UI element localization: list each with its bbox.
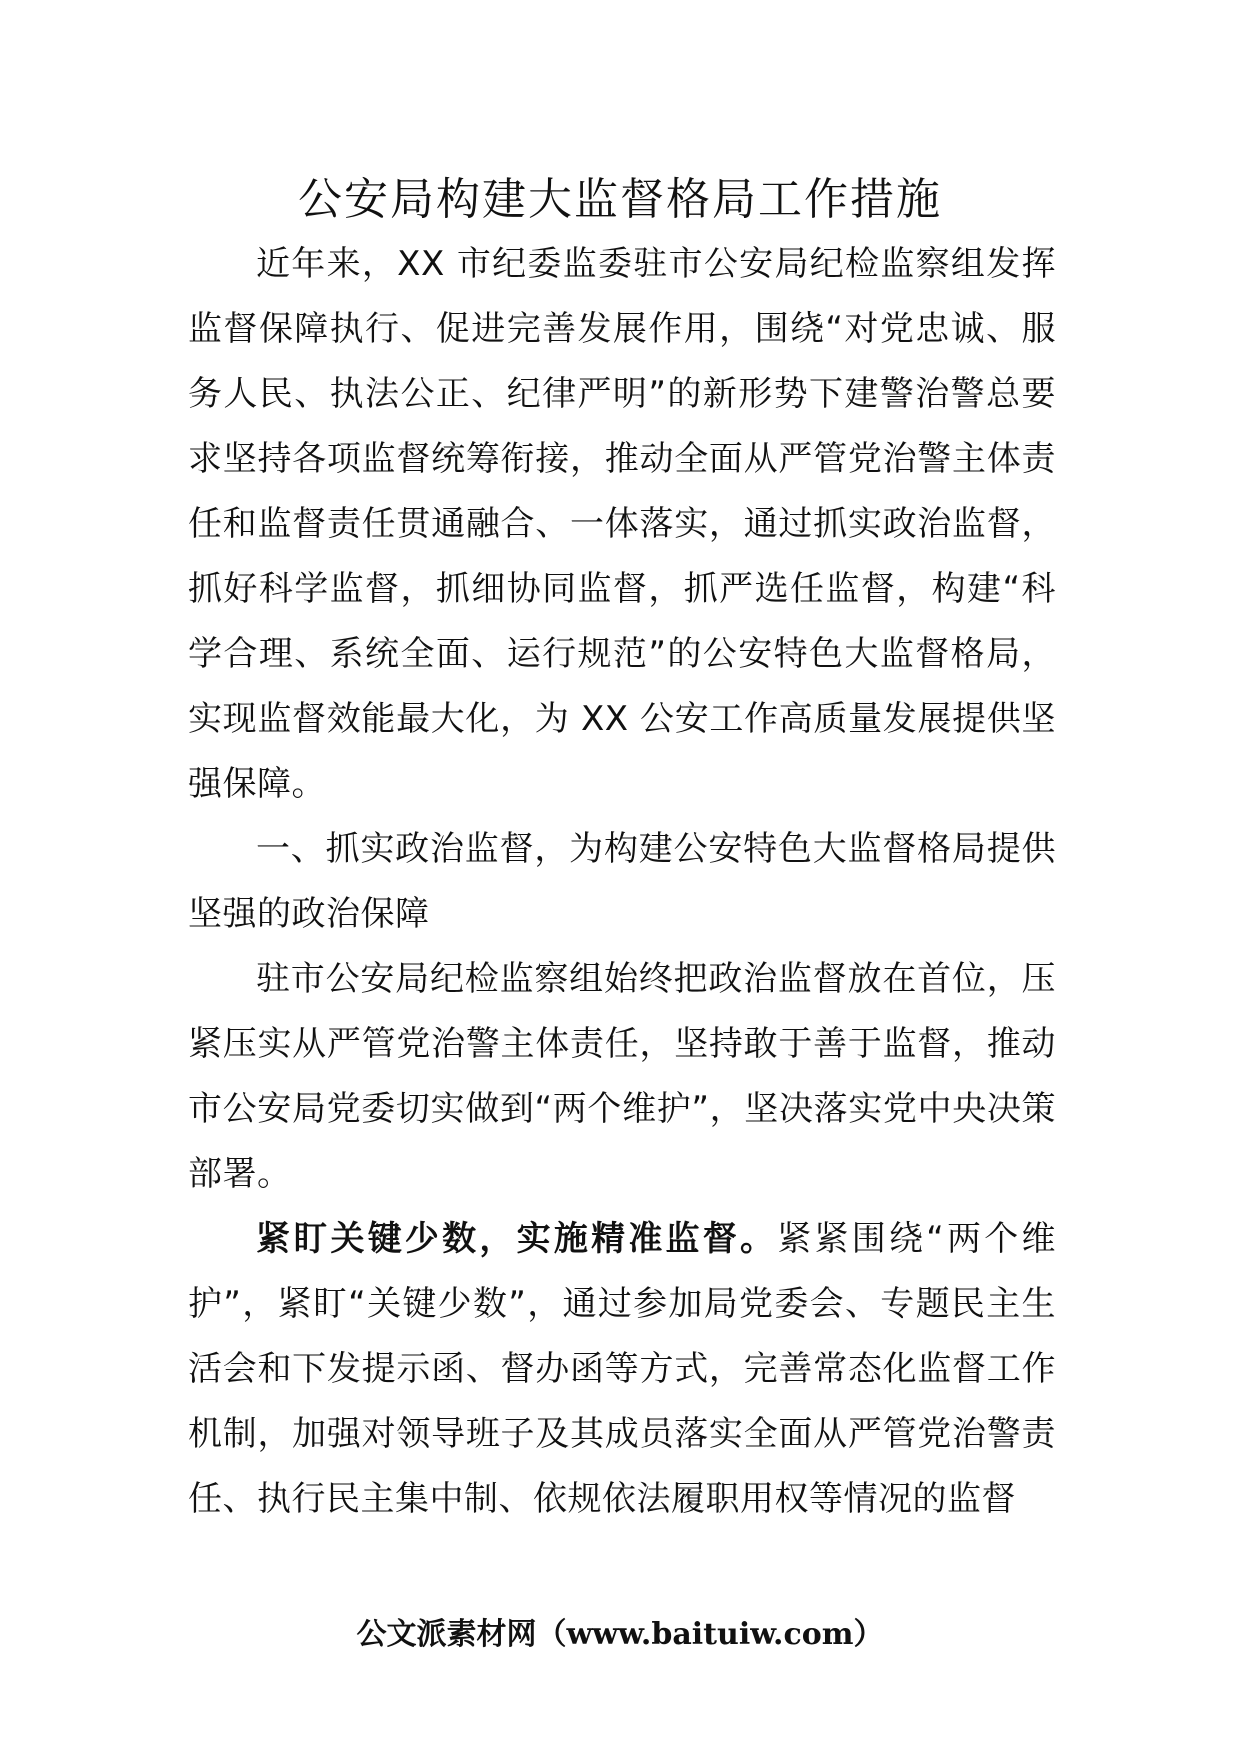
paragraph-text: 近年来，XX 市纪委监委驻市公安局纪检监察组发挥监督保障执行、促进完善发展作用，围绕“对党忠诚、服务人民、执法公正、纪律严明”的新形势下建警治警总要求坚持各项监督统筹衔接，推动全面从严管党治警主体责任和监督责任贯通融合、一体落实，通过抓实政治监督，抓好科学监督，抓细协同监督，抓严选任监督，构建“科学合理、系统全面、运行规范”的公安特色大监督格局，实现监督效能最大化，为 XX 公安工作高质量发展提供坚强保障。 [188, 244, 1056, 804]
paragraph-text: 驻市公安局纪检监察组始终把政治监督放在首位，压紧压实从严管党治警主体责任，坚持敢于善于监督，推动市公安局党委切实做到“两个维护”，坚决落实党中央决策部署。 [188, 959, 1056, 1194]
document-title: 公安局构建大监督格局工作措施 [298, 174, 942, 225]
footer-source-credit: 公文派素材网（www.baituiw.com） [356, 1617, 884, 1652]
paragraph-key-minority [188, 1207, 1056, 1532]
paragraph-political-supervision [188, 947, 1056, 1207]
document-body [188, 232, 1056, 1532]
paragraph-text: 一、抓实政治监督，为构建公安特色大监督格局提供坚强的政治保障 [188, 829, 1056, 934]
section-heading-1 [188, 817, 1056, 947]
paragraph-intro [188, 232, 1056, 817]
paragraph-text: 紧紧围绕“两个维护”，紧盯“关键少数”，通过参加局党委会、专题民主生活会和下发提示函、督办函等方式，完善常态化监督工作机制，加强对领导班子及其成员落实全面从严管党治警责任、执行民主集中制、依规依法履职用权等情况的监督 [188, 1219, 1056, 1519]
paragraph-lead: 紧盯关键少数，实施精准监督。 [256, 1219, 778, 1259]
